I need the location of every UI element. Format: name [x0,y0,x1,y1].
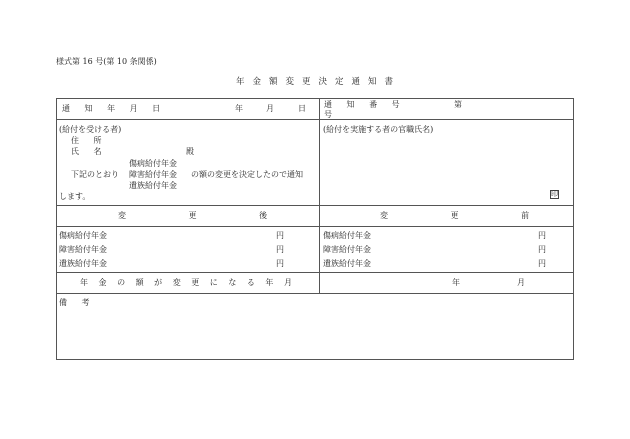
form-number: 様式第 16 号(第 10 条関係) [56,57,157,66]
before-row-label: 障害給付年金 [323,245,371,254]
change-date-year: 年 [452,278,460,287]
notice-date-year: 年 [235,104,243,113]
address-label: 住 所 [71,136,108,145]
recipient-header: (給付を受ける者) [59,125,122,134]
before-header: 変 更 前 [380,211,560,220]
after-header: 変 更 後 [118,211,298,220]
notice-date-label: 通 知 年 月 日 [62,104,167,113]
before-row-unit: 円 [538,231,546,240]
sentence-prefix: 下記のとおり [71,170,119,179]
after-row-label: 障害給付年金 [59,245,107,254]
form-title: 年金額変更決定通知書 [236,77,402,87]
notice-number-prefix: 第 [454,100,462,109]
notice-date-month: 月 [266,104,274,113]
change-date-label: 年 金 の 額 が 変 更 に な る 年 月 [80,278,296,287]
issuer-header: (給付を実施する者の官職氏名) [323,125,434,134]
row-divider [56,226,574,227]
pension-type-3: 遺族給付年金 [129,181,177,190]
before-row-label: 傷病給付年金 [323,231,371,240]
row-divider [56,293,574,294]
after-row-unit: 円 [276,231,284,240]
notice-date-day: 日 [298,104,306,113]
before-row-label: 遺族給付年金 [323,259,371,268]
row-divider [56,205,574,206]
change-date-month: 月 [517,278,525,287]
after-row-unit: 円 [276,245,284,254]
before-row-unit: 円 [538,259,546,268]
sentence-end: します。 [59,192,91,201]
before-row-unit: 円 [538,245,546,254]
remarks-label: 備 考 [59,298,96,307]
row-divider [56,119,574,120]
pension-type-2: 障害給付年金 [129,170,177,179]
row-divider [56,272,574,273]
pension-type-1: 傷病給付年金 [129,159,177,168]
notice-number-suffix: 号 [324,110,332,119]
name-label: 氏 名 [71,147,108,156]
sentence-middle: の額の変更を決定したので通知 [191,170,303,179]
after-row-label: 傷病給付年金 [59,231,107,240]
seal-mark: 印 [551,190,558,198]
after-row-label: 遺族給付年金 [59,259,107,268]
form-table [56,98,574,360]
honorific: 殿 [186,147,194,156]
column-divider [319,98,320,293]
notice-number-label: 通 知 番 号 [324,100,406,109]
after-row-unit: 円 [276,259,284,268]
